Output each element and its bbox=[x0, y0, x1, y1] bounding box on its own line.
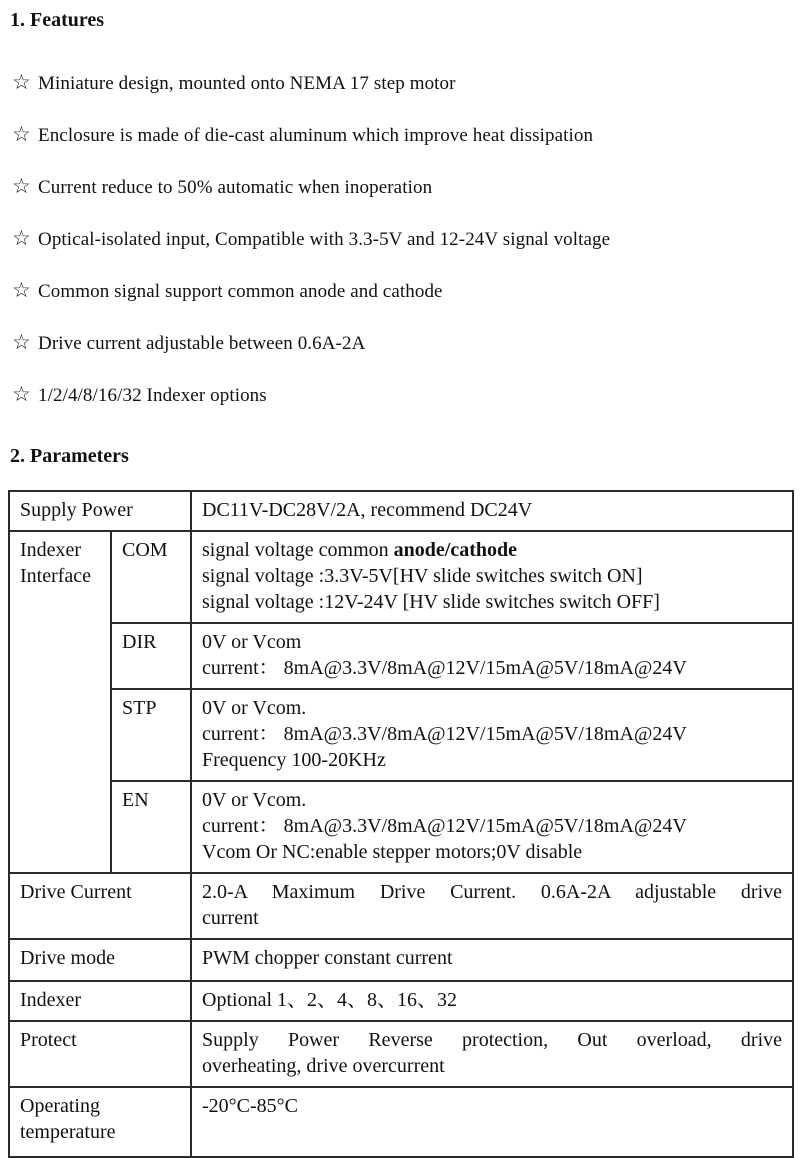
feature-text: 1/2/4/8/16/32 Indexer options bbox=[38, 385, 267, 406]
feature-text: Optical-isolated input, Compatible with 3.3-5V and 12-24V signal voltage bbox=[38, 229, 611, 250]
value-line: signal voltage :12V-24V [HV slide switches switch OFF] bbox=[202, 591, 660, 613]
row-value bbox=[191, 873, 793, 939]
value-line: Frequency 100-20KHz bbox=[202, 749, 386, 771]
parameters-heading: 2. Parameters bbox=[10, 445, 129, 467]
row-value: Optional 1、2、4、8、16、32 bbox=[191, 981, 793, 1021]
value-line: signal voltage common anode/cathode bbox=[202, 539, 517, 561]
row-label: Drive mode bbox=[9, 939, 191, 981]
value-line: current： 8mA@3.3V/8mA@12V/15mA@5V/18mA@24V bbox=[202, 657, 687, 679]
value-line: Supply Power Reverse protection, Out overload, drive bbox=[202, 1029, 783, 1051]
value-line: 0V or Vcom bbox=[202, 631, 302, 653]
star-icon: ☆ bbox=[12, 278, 31, 302]
feature-list bbox=[0, 70, 800, 408]
star-icon: ☆ bbox=[12, 226, 31, 250]
table-row-protect bbox=[9, 1021, 793, 1087]
value-line: overheating, drive overcurrent bbox=[202, 1055, 445, 1077]
feature-text: Common signal support common anode and cathode bbox=[38, 281, 443, 302]
feature-item bbox=[12, 330, 800, 356]
parameters-table bbox=[8, 490, 794, 1158]
star-icon: ☆ bbox=[12, 382, 31, 406]
row-label: Operating temperature bbox=[9, 1087, 191, 1157]
value-line: 0V or Vcom. bbox=[202, 697, 307, 719]
value-line: current bbox=[202, 907, 259, 929]
table-row-drive-mode bbox=[9, 939, 793, 981]
star-icon: ☆ bbox=[12, 122, 31, 146]
table-row-operating-temperature bbox=[9, 1087, 793, 1157]
star-icon: ☆ bbox=[12, 330, 31, 354]
feature-item bbox=[12, 278, 800, 304]
table-row-com bbox=[9, 531, 793, 623]
table-row-en bbox=[9, 781, 793, 873]
row-value bbox=[191, 531, 793, 623]
row-sublabel: EN bbox=[111, 781, 191, 873]
value-line: current： 8mA@3.3V/8mA@12V/15mA@5V/18mA@24V bbox=[202, 723, 687, 745]
row-sublabel: COM bbox=[111, 531, 191, 623]
row-value: -20°C-85°C bbox=[191, 1087, 793, 1157]
feature-item bbox=[12, 382, 800, 408]
feature-text: Enclosure is made of die-cast aluminum which improve heat dissipation bbox=[38, 125, 594, 146]
table-row-dir bbox=[9, 623, 793, 689]
value-line: signal voltage :3.3V-5V[HV slide switches switch ON] bbox=[202, 565, 643, 587]
value-line: 0V or Vcom. bbox=[202, 789, 307, 811]
row-label: Protect bbox=[9, 1021, 191, 1087]
feature-text: Current reduce to 50% automatic when inoperation bbox=[38, 177, 433, 198]
table-row-supply-power bbox=[9, 491, 793, 531]
table-row-stp bbox=[9, 689, 793, 781]
row-value bbox=[191, 1021, 793, 1087]
row-label-indexer-interface: Indexer Interface bbox=[9, 531, 111, 873]
value-line: current： 8mA@3.3V/8mA@12V/15mA@5V/18mA@24V bbox=[202, 815, 687, 837]
star-icon: ☆ bbox=[12, 174, 31, 198]
row-value bbox=[191, 781, 793, 873]
row-label: Drive Current bbox=[9, 873, 191, 939]
value-line: 2.0-A Maximum Drive Current. 0.6A-2A adjustable drive bbox=[202, 881, 783, 903]
row-value: DC11V-DC28V/2A, recommend DC24V bbox=[191, 491, 793, 531]
row-value bbox=[191, 623, 793, 689]
row-label: Indexer bbox=[9, 981, 191, 1021]
value-line: Vcom Or NC:enable stepper motors;0V disable bbox=[202, 841, 583, 863]
row-value bbox=[191, 689, 793, 781]
row-sublabel: STP bbox=[111, 689, 191, 781]
feature-item bbox=[12, 70, 800, 96]
feature-text: Miniature design, mounted onto NEMA 17 step motor bbox=[38, 73, 456, 94]
feature-text: Drive current adjustable between 0.6A-2A bbox=[38, 333, 366, 354]
features-heading: 1. Features bbox=[10, 9, 105, 31]
table-row-indexer bbox=[9, 981, 793, 1021]
star-icon: ☆ bbox=[12, 70, 31, 94]
feature-item bbox=[12, 226, 800, 252]
feature-item bbox=[12, 122, 800, 148]
table-row-drive-current bbox=[9, 873, 793, 939]
feature-item bbox=[12, 174, 800, 200]
bold-text: anode/cathode bbox=[393, 539, 517, 561]
row-sublabel: DIR bbox=[111, 623, 191, 689]
row-value: PWM chopper constant current bbox=[191, 939, 793, 981]
row-label: Supply Power bbox=[9, 491, 191, 531]
